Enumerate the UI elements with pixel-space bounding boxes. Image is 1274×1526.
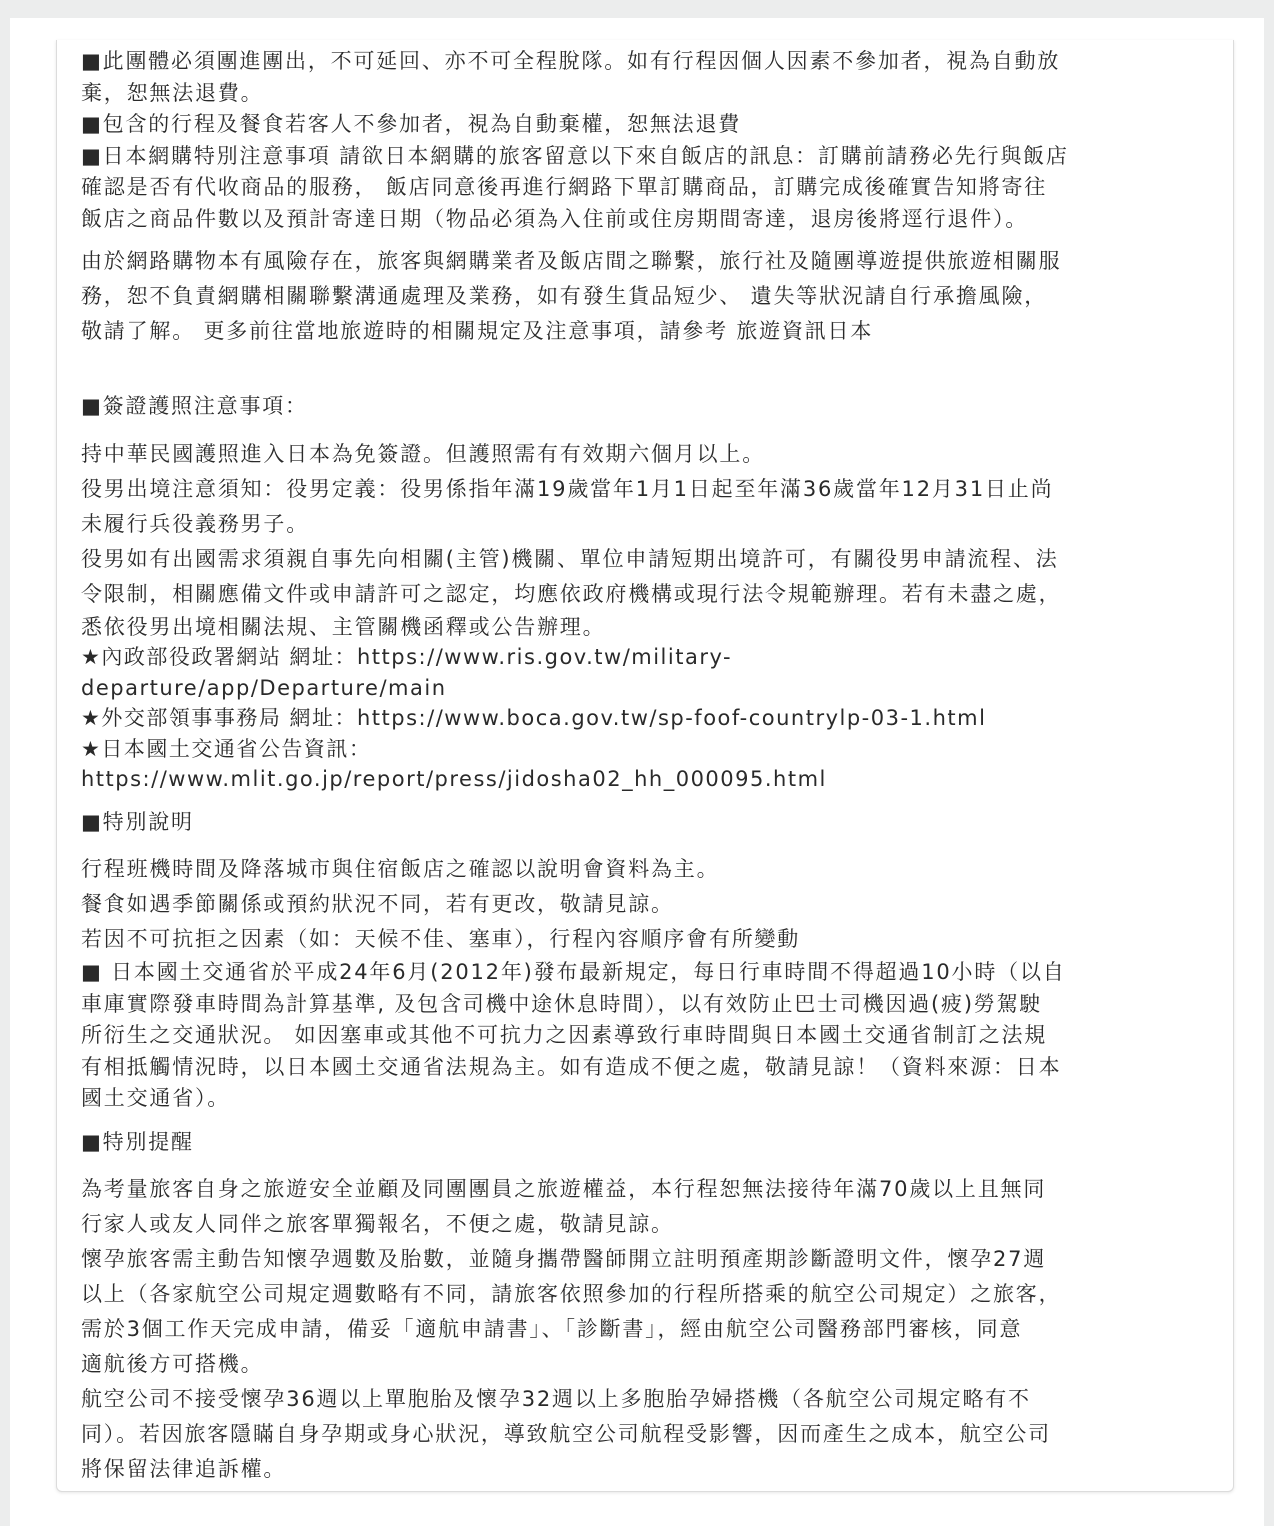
airline-line: 航空公司不接受懷孕36週以上單胞胎及懷孕32週以上多胞胎孕婦搭機（各航空公司規定略有不 — [81, 1387, 1031, 1411]
airline-line: 同）。若因旅客隱瞞自身孕期或身心狀況，導致航空公司航程受影響，因而產生之成本，航空公司 — [81, 1422, 1051, 1446]
note-item: 行程班機時間及降落城市與住宿飯店之確認以說明會資料為主。 — [81, 857, 720, 881]
group-notice-section — [81, 46, 1216, 235]
section-heading: ■特別說明 — [81, 809, 194, 834]
notice-line: ■此團體必須團進團出，不可延回、亦不可全程脫隊。如有行程因個人因素不參加者，視為自動放 — [81, 49, 1061, 73]
notice-line: 棄，恕無法退費。 — [81, 80, 264, 105]
notice-line: ■包含的行程及餐食若客人不參加者，視為自動棄權，恕無法退費 — [81, 112, 742, 136]
online-shopping-paragraph — [81, 244, 1216, 349]
apply-line: 役男如有出國需求須親自事先向相關(主管)機關、單位申請短期出境許可，有關役男申請流程、法 — [81, 546, 1059, 571]
elderly-line: 為考量旅客自身之旅遊安全並顧及同團團員之旅遊權益，本行程恕無法接待年滿70歲以上且無同 — [81, 1177, 1047, 1201]
pregnant-line: 適航後方可搭機。 — [81, 1352, 264, 1376]
note-item: 若因不可抗拒之因素（如：天候不佳、塞車），行程內容順序會有所變動 — [81, 927, 801, 951]
regulation-line: 國土交通省）。 — [81, 1086, 231, 1110]
paragraph-line: 敬請了解。 更多前往當地旅遊時的相關規定及注意事項，請參考 旅遊資訊日本 — [81, 319, 874, 343]
apply-line: 悉依役男出境相關法規、主管關機函釋或公告辦理。 — [81, 614, 606, 639]
pregnant-line: 懷孕旅客需主動告知懷孕週數及胎數，並隨身攜帶醫師開立註明預產期診斷證明文件，懷孕27週 — [81, 1247, 1047, 1271]
pregnant-line: 需於3個工作天完成申請，備妥「適航申請書」、「診斷書」，經由航空公司醫務部門審核，同意 — [81, 1317, 1023, 1341]
notice-line: 飯店之商品件數以及預計寄達日期（物品必須為入住前或住房期間寄達，退房後將逕行退件）。 — [81, 206, 1029, 231]
regulation-line: 車庫實際發車時間為計算基準, 及包含司機中途休息時間），以有效防止巴士司機因過(疲)勞駕駛 — [81, 991, 1043, 1016]
link-line: https://www.mlit.go.jp/report/press/jidosha02_hh_000095.html — [81, 767, 827, 791]
elderly-line: 行家人或友人同伴之旅客單獨報名，不便之處，敬請見諒。 — [81, 1212, 674, 1236]
note-item: 餐食如遇季節關係或預約狀況不同，若有更改，敬請見諒。 — [81, 892, 674, 916]
regulation-line: 有相抵觸情況時，以日本國土交通省法規為主。如有造成不便之處，敬請見諒！（資料來源：日本 — [81, 1054, 1062, 1079]
notice-line: ■日本網購特別注意事項 請欲日本網購的旅客留意以下來自飯店的訊息：訂購前請務必先行與飯店 — [81, 143, 1069, 168]
link-line: ★內政部役政署網站 網址：https://www.ris.gov.tw/military- — [81, 645, 733, 669]
paragraph-line: 務，恕不負責網購相關聯繫溝通處理及業務，如有發生貨品短少、 遺失等狀況請自行承擔風險， — [81, 284, 1048, 308]
link-line: departure/app/Departure/main — [81, 675, 447, 700]
regulation-line: 所衍生之交通狀況。 如因塞車或其他不可抗力之因素導致行車時間與日本國土交通省制訂之法規 — [81, 1023, 1048, 1047]
military-line: 役男出境注意須知：役男定義：役男係指年滿19歲當年1月1日起至年滿36歲當年12月31日止尚 — [81, 476, 1054, 501]
tour-notes — [81, 46, 1216, 1487]
link-line: ★日本國土交通省公告資訊： — [81, 736, 372, 761]
apply-line: 令限制，相關應備文件或申請許可之認定，均應依政府機構或現行法令規範辦理。若有未盡之處， — [81, 581, 1062, 606]
notice-line: 確認是否有代收商品的服務， 飯店同意後再進行網路下單訂購商品，訂購完成後確實告知將寄往 — [81, 175, 1048, 199]
military-line: 未履行兵役義務男子。 — [81, 511, 309, 536]
link-line: ★外交部領事事務局 網址：https://www.boca.gov.tw/sp-foof-countrylp-03-1.html — [81, 706, 987, 730]
airline-line: 將保留法律追訴權。 — [81, 1457, 287, 1481]
paragraph-line: 由於網路購物本有風險存在，旅客與網購業者及飯店間之聯繫，旅行社及隨團導遊提供旅遊相關服 — [81, 249, 1062, 273]
pregnant-line: 以上（各家航空公司規定週數略有不同，請旅客依照參加的行程所搭乘的航空公司規定）之旅客， — [81, 1282, 1062, 1306]
passport-note: 持中華民國護照進入日本為免簽證。但護照需有有效期六個月以上。 — [81, 441, 765, 466]
section-heading: ■簽證護照注意事項： — [81, 394, 308, 418]
special-note-section — [81, 807, 1216, 1115]
regulation-line: ■ 日本國土交通省於平成24年6月(2012年)發布最新規定，每日行車時間不得超過10小時（以自 — [81, 960, 1066, 984]
special-reminder-section — [81, 1127, 1216, 1488]
visa-passport-section — [81, 391, 1216, 795]
section-heading: ■特別提醒 — [81, 1129, 194, 1154]
